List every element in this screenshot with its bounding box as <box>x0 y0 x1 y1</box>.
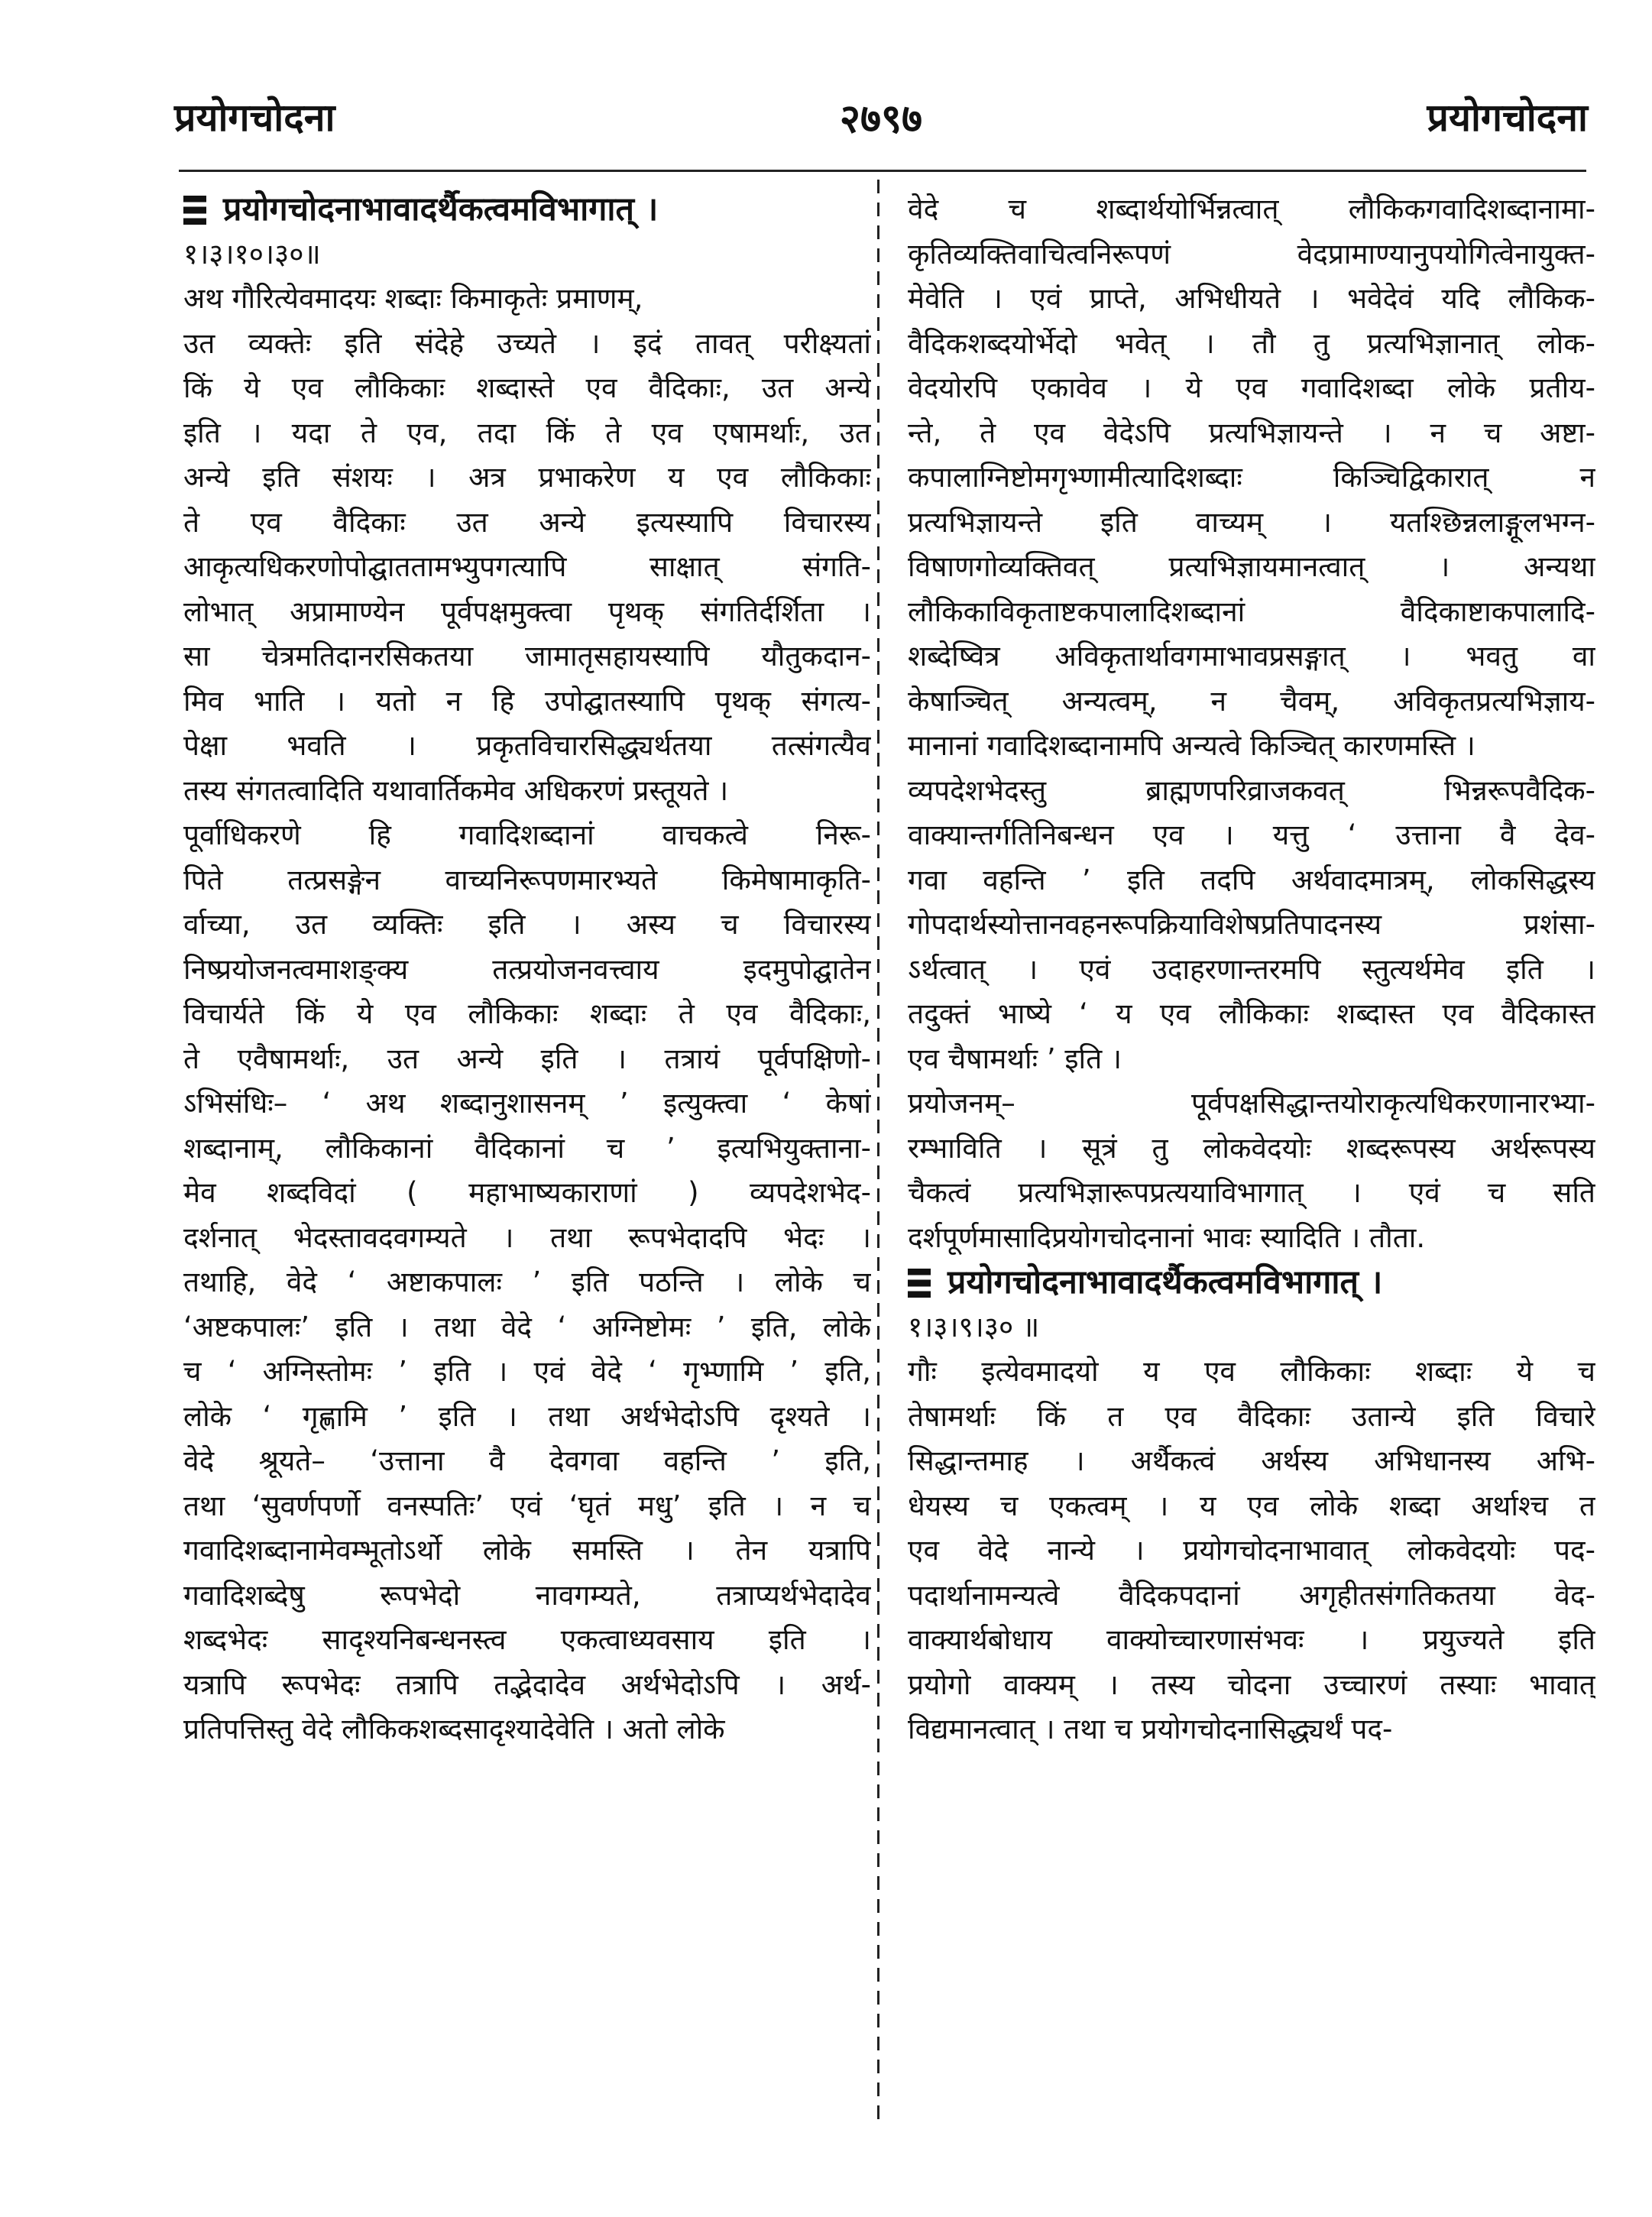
column-line <box>908 813 1595 858</box>
column-line <box>908 545 1595 590</box>
column-line <box>908 232 1595 277</box>
text-line: इति । यदा ते एव, तदा किं ते एव एषामर्थाः, उत <box>183 416 871 449</box>
page-header <box>174 90 1588 151</box>
text-line: विषाणगोव्यक्तिवत् प्रत्यभिज्ञायमानत्वात् । अन्यथा <box>908 550 1595 583</box>
column-line <box>908 1574 1595 1619</box>
column-line <box>183 634 871 679</box>
right-column <box>908 187 1595 1752</box>
column-line <box>183 1439 871 1484</box>
text-line: वाक्यान्तर्गतिनिबन्धन एव । यत्तु ‘ उत्ताना वै देव- <box>908 818 1595 851</box>
text-line: वेदयोरपि एकावेव । ये एव गवादिशब्दा लोके प्रतीय- <box>908 371 1595 404</box>
column-line <box>908 277 1595 322</box>
text-line: वेदे श्रूयते– ‘उत्ताना वै देवगवा वहन्ति ’ इति, <box>183 1444 871 1477</box>
text-line: पदार्थानामन्यत्वे वैदिकपदानां अगृहीतसंगतिकतया वेद- <box>908 1578 1595 1612</box>
text-line: वेदे च शब्दार्थयोर्भिन्नत्वात् लौकिकगवादिशब्दानामा- <box>908 193 1595 225</box>
column-line <box>908 411 1595 456</box>
column-line <box>183 1484 871 1529</box>
text-line: तेषामर्थाः किं त एव वैदिकाः उतान्ये इति विचारे <box>908 1399 1595 1433</box>
column-line <box>183 724 871 769</box>
text-line: १।३।९।३० ॥ <box>908 1310 1040 1343</box>
text-line: किं ये एव लौकिकाः शब्दास्ते एव वैदिकाः, उत अन्ये <box>183 371 871 404</box>
text-line: तथा ‘सुवर्णपर्णो वनस्पतिः’ एवं ‘घृतं मधु’ इति । न च <box>183 1489 871 1522</box>
column-line <box>908 1528 1595 1574</box>
running-title-left: प्रयोगचोदना <box>174 96 335 140</box>
text-line: मेवेति । एवं प्राप्ते, अभिधीयते । भवेदेवं यदि लौकिक- <box>908 282 1595 315</box>
column-line <box>908 724 1595 769</box>
text-line: यत्रापि रूपभेदः तत्रापि तद्भेदादेव अर्थभेदोऽपि । अर्थ- <box>183 1668 871 1701</box>
text-line: व्यपदेशभेदस्तु ब्राह्मणपरिव्राजकवत् भिन्नरूपवैदिक- <box>908 773 1595 807</box>
text-line: ते एव वैदिकाः उत अन्ये इत्यस्यापि विचारस्य <box>183 505 871 539</box>
column-line <box>908 1707 1595 1752</box>
column-line <box>908 769 1595 814</box>
column-line <box>183 1618 871 1663</box>
text-line: ऽर्थत्वात् । एवं उदाहरणान्तरमपि स्तुत्यर्थमेव इति । <box>908 952 1595 986</box>
text-line: धेयस्य च एकत्वम् । य एव लोके शब्दा अर्थाश्च त <box>908 1489 1595 1522</box>
text-line: विचार्यते किं ये एव लौकिकाः शब्दाः ते एव वैदिकाः, <box>183 997 871 1030</box>
page-number: २७९७ <box>839 96 923 142</box>
text-line: अन्ये इति संशयः । अत्र प्रभाकरेण य एव लौकिकाः <box>183 461 871 494</box>
text-line: लौकिकाविकृताष्टकपालादिशब्दानां वैदिकाष्टाकपालादि- <box>908 595 1595 628</box>
text-line: सिद्धान्तमाह । अर्थैकत्वं अर्थस्य अभिधानस्य अभि- <box>908 1444 1595 1477</box>
text-line: प्रत्यभिज्ञायन्ते इति वाच्यम् । यतश्छिन्नलाङ्गूलभग्न- <box>908 505 1595 539</box>
text-line: गवादिशब्देषु रूपभेदो नावगम्यते, तत्राप्यर्थभेदादेव <box>183 1578 871 1612</box>
column-divider <box>877 180 879 2125</box>
column-line <box>908 1663 1595 1708</box>
column-line <box>908 366 1595 411</box>
column-line <box>183 1081 871 1126</box>
left-column <box>183 187 871 1752</box>
column-line <box>183 322 871 367</box>
column-line <box>908 187 1595 232</box>
column-line <box>183 366 871 411</box>
column-line <box>908 1126 1595 1172</box>
column-line <box>183 1528 871 1574</box>
text-line: अथ गौरित्येवमादयः शब्दाः किमाकृतेः प्रमाणम्, <box>183 282 643 315</box>
column-line <box>908 1484 1595 1529</box>
text-line: निष्प्रयोजनत्वमाशङ्क्य तत्प्रयोजनवत्त्वाय इदमुपोद्घातेन <box>183 952 871 986</box>
column-line <box>183 992 871 1037</box>
column-line <box>183 1260 871 1305</box>
column-line <box>908 590 1595 635</box>
column-line <box>908 455 1595 501</box>
text-line: एव चैषामर्थाः ’ इति । <box>908 1042 1122 1075</box>
running-title-right: प्रयोगचोदना <box>1427 96 1588 140</box>
text-line: लोके ‘ गृह्णामि ’ इति । तथा अर्थभेदोऽपि दृश्यते । <box>183 1399 871 1433</box>
text-line: गवा वहन्ति ’ इति तदपि अर्थवादमात्रम्, लोकसिद्धस्य <box>908 863 1595 896</box>
column-line <box>908 1305 1595 1350</box>
text-line: उत व्यक्तेः इति संदेहे उच्यते । इदं तावत् परीक्ष्यतां <box>183 326 871 360</box>
column-line <box>908 858 1595 903</box>
column-line <box>908 992 1595 1037</box>
text-line: रम्भाविति । सूत्रं तु लोकवेदयोः शब्दरूपस्य अर्थरूपस्य <box>908 1131 1595 1165</box>
text-line: ऽभिसंधिः– ‘ अथ शब्दानुशासनम् ’ इत्युक्त्वा ‘ केषां <box>183 1087 871 1120</box>
column-line <box>183 1305 871 1350</box>
column-line <box>908 1395 1595 1440</box>
text-line: गौः इत्येवमादयो य एव लौकिकाः शब्दाः ये च <box>908 1355 1595 1388</box>
column-line <box>183 1663 871 1708</box>
column-line <box>183 1216 871 1261</box>
column-line <box>183 858 871 903</box>
column-line <box>908 501 1595 546</box>
text-line: मेव शब्दविदां ( महाभाष्यकाराणां ) व्यपदेशभेद- <box>183 1176 871 1209</box>
column-line <box>183 679 871 724</box>
text-line: प्रयोगचोदनाभावादर्थैकत्वमविभागात् । <box>223 190 659 229</box>
text-line: तस्य संगतत्वादिति यथावार्तिकमेव अधिकरणं प्रस्तूयते । <box>183 773 729 807</box>
column-line <box>908 634 1595 679</box>
text-line: १।३।१०।३०॥ <box>183 237 321 271</box>
text-line: लोभात् अप्रामाण्येन पूर्वपक्षमुक्त्वा पृथक् संगतिर्दर्शिता । <box>183 595 871 628</box>
text-line: केषाञ्चित् अन्यत्वम्, न चैवम्, अविकृतप्रत्यभिज्ञाय- <box>908 684 1595 718</box>
text-line: एव वेदे नान्ये । प्रयोगचोदनाभावात् लोकवेदयोः पद- <box>908 1534 1595 1567</box>
text-line: पेक्षा भवति । प्रकृतविचारसिद्ध्यर्थतया तत्संगत्यैव <box>183 729 871 762</box>
text-line: तथाहि, वेदे ‘ अष्टाकपालः ’ इति पठन्ति । लोके च <box>183 1266 871 1298</box>
column-line <box>183 1574 871 1619</box>
column-line <box>908 1618 1595 1663</box>
text-line: तदुक्तं भाष्ये ‘ य एव लौकिकाः शब्दास्त एव वैदिकास्त <box>908 997 1595 1030</box>
text-line: दर्शपूर्णमासादिप्रयोगचोदनानां भावः स्यादिति । तौता. <box>908 1220 1426 1254</box>
text-line: दर्शनात् भेदस्तावदवगम्यते । तथा रूपभेदादपि भेदः । <box>183 1220 871 1254</box>
column-line <box>183 1037 871 1082</box>
text-line: प्रतिपत्तिस्तु वेदे लौकिकशब्दसादृश्यादेवेति । अतो लोके <box>183 1713 725 1745</box>
text-line: आकृत्यधिकरणोपोद्घाततामभ्युपगत्यापि साक्षात् संगति- <box>183 550 871 583</box>
text-line: शब्दभेदः सादृश्यनिबन्धनस्त्व एकत्वाध्यवसाय इति । <box>183 1623 871 1656</box>
text-line: सा चेत्रमतिदानरसिकतया जामातृसहायस्यापि यौतुकदान- <box>183 640 871 673</box>
column-line <box>908 1350 1595 1395</box>
text-line: गोपदार्थस्योत्तानवहनरूपक्रियाविशेषप्रतिपादनस्य प्रशंसा- <box>908 908 1595 941</box>
column-line <box>183 769 871 814</box>
text-line: कृतिव्यक्तिवाचित्वनिरूपणं वेदप्रामाण्यानुपयोगित्वेनायुक्त- <box>908 237 1595 271</box>
column-line <box>908 948 1595 993</box>
column-line <box>908 1260 1595 1305</box>
text-line: न्ते, ते एव वेदेऽपि प्रत्यभिज्ञायन्ते । न च अष्टा- <box>908 416 1595 449</box>
column-line <box>183 501 871 546</box>
column-line <box>183 1395 871 1440</box>
column-line <box>183 277 871 322</box>
text-line: विद्यमानत्वात् । तथा च प्रयोगचोदनासिद्ध्यर्थं पद- <box>908 1713 1393 1745</box>
text-line: चैकत्वं प्रत्यभिज्ञारूपप्रत्ययाविभागात् । एवं च सति <box>908 1176 1595 1209</box>
column-line <box>908 1216 1595 1261</box>
text-line: प्रयोजनम्– पूर्वपक्षसिद्धान्तयोराकृत्यधिकरणानारभ्या- <box>908 1087 1595 1120</box>
column-line <box>183 545 871 590</box>
column-line <box>908 1081 1595 1126</box>
sutra-mark-icon <box>908 1269 931 1298</box>
text-line: शब्दानाम्, लौकिकानां वैदिकानां च ’ इत्यभियुक्ताना- <box>183 1131 871 1165</box>
sutra-mark-icon <box>183 196 206 225</box>
text-line: र्वाच्या, उत व्यक्तिः इति । अस्य च विचारस्य <box>183 908 871 941</box>
column-line <box>183 813 871 858</box>
text-line: प्रयोगचोदनाभावादर्थैकत्वमविभागात् । <box>947 1263 1383 1301</box>
column-line <box>908 1439 1595 1484</box>
column-line <box>908 903 1595 948</box>
text-line: वैदिकशब्दयोर्भेदो भवेत् । तौ तु प्रत्यभिज्ञानात् लोक- <box>908 326 1595 360</box>
text-line: पिते तत्प्रसङ्गेन वाच्यनिरूपणमारभ्यते किमेषामाकृति- <box>183 863 871 896</box>
text-line: ते एवैषामर्थाः, उत अन्ये इति । तत्रायं पूर्वपक्षिणो- <box>183 1042 871 1075</box>
column-line <box>183 411 871 456</box>
column-line <box>183 1126 871 1172</box>
column-line <box>183 1171 871 1216</box>
column-line <box>183 948 871 993</box>
column-line <box>183 232 871 277</box>
column-line <box>908 679 1595 724</box>
column-line <box>908 1171 1595 1216</box>
text-line: वाक्यार्थबोधाय वाक्योच्चारणासंभवः । प्रयुज्यते इति <box>908 1623 1595 1656</box>
text-line: पूर्वाधिकरणे हि गवादिशब्दानां वाचकत्वे निरू- <box>183 818 871 851</box>
text-line: मिव भाति । यतो न हि उपोद्घातस्यापि पृथक् संगत्य- <box>183 684 871 718</box>
column-line <box>908 322 1595 367</box>
text-line: च ‘ अग्निस्तोमः ’ इति । एवं वेदे ‘ गृभ्णामि ’ इति, <box>183 1355 871 1388</box>
column-line <box>908 1037 1595 1082</box>
column-line <box>183 187 871 232</box>
column-line <box>183 1350 871 1395</box>
text-line: कपालाग्निष्टोमगृभ्णामीत्यादिशब्दाः किञ्चिद्विकारात् न <box>908 461 1595 494</box>
text-line: ‘अष्टकपालः’ इति । तथा वेदे ‘ अग्निष्टोमः ’ इति, लोके <box>183 1310 871 1343</box>
column-line <box>183 1707 871 1752</box>
text-line: शब्देष्वित्र अविकृतार्थावगमाभावप्रसङ्गात् । भवतु वा <box>908 640 1595 673</box>
text-line: मानानां गवादिशब्दानामपि अन्यत्वे किञ्चित् कारणमस्ति । <box>908 729 1475 762</box>
column-line <box>183 455 871 501</box>
text-line: गवादिशब्दानामेवम्भूतोऽर्थो लोके समस्ति । तेन यत्रापि <box>183 1534 871 1567</box>
text-line: प्रयोगो वाक्यम् । तस्य चोदना उच्चारणं तस्याः भावात् <box>908 1668 1595 1701</box>
column-line <box>183 903 871 948</box>
header-rule <box>179 170 1586 172</box>
column-line <box>183 590 871 635</box>
